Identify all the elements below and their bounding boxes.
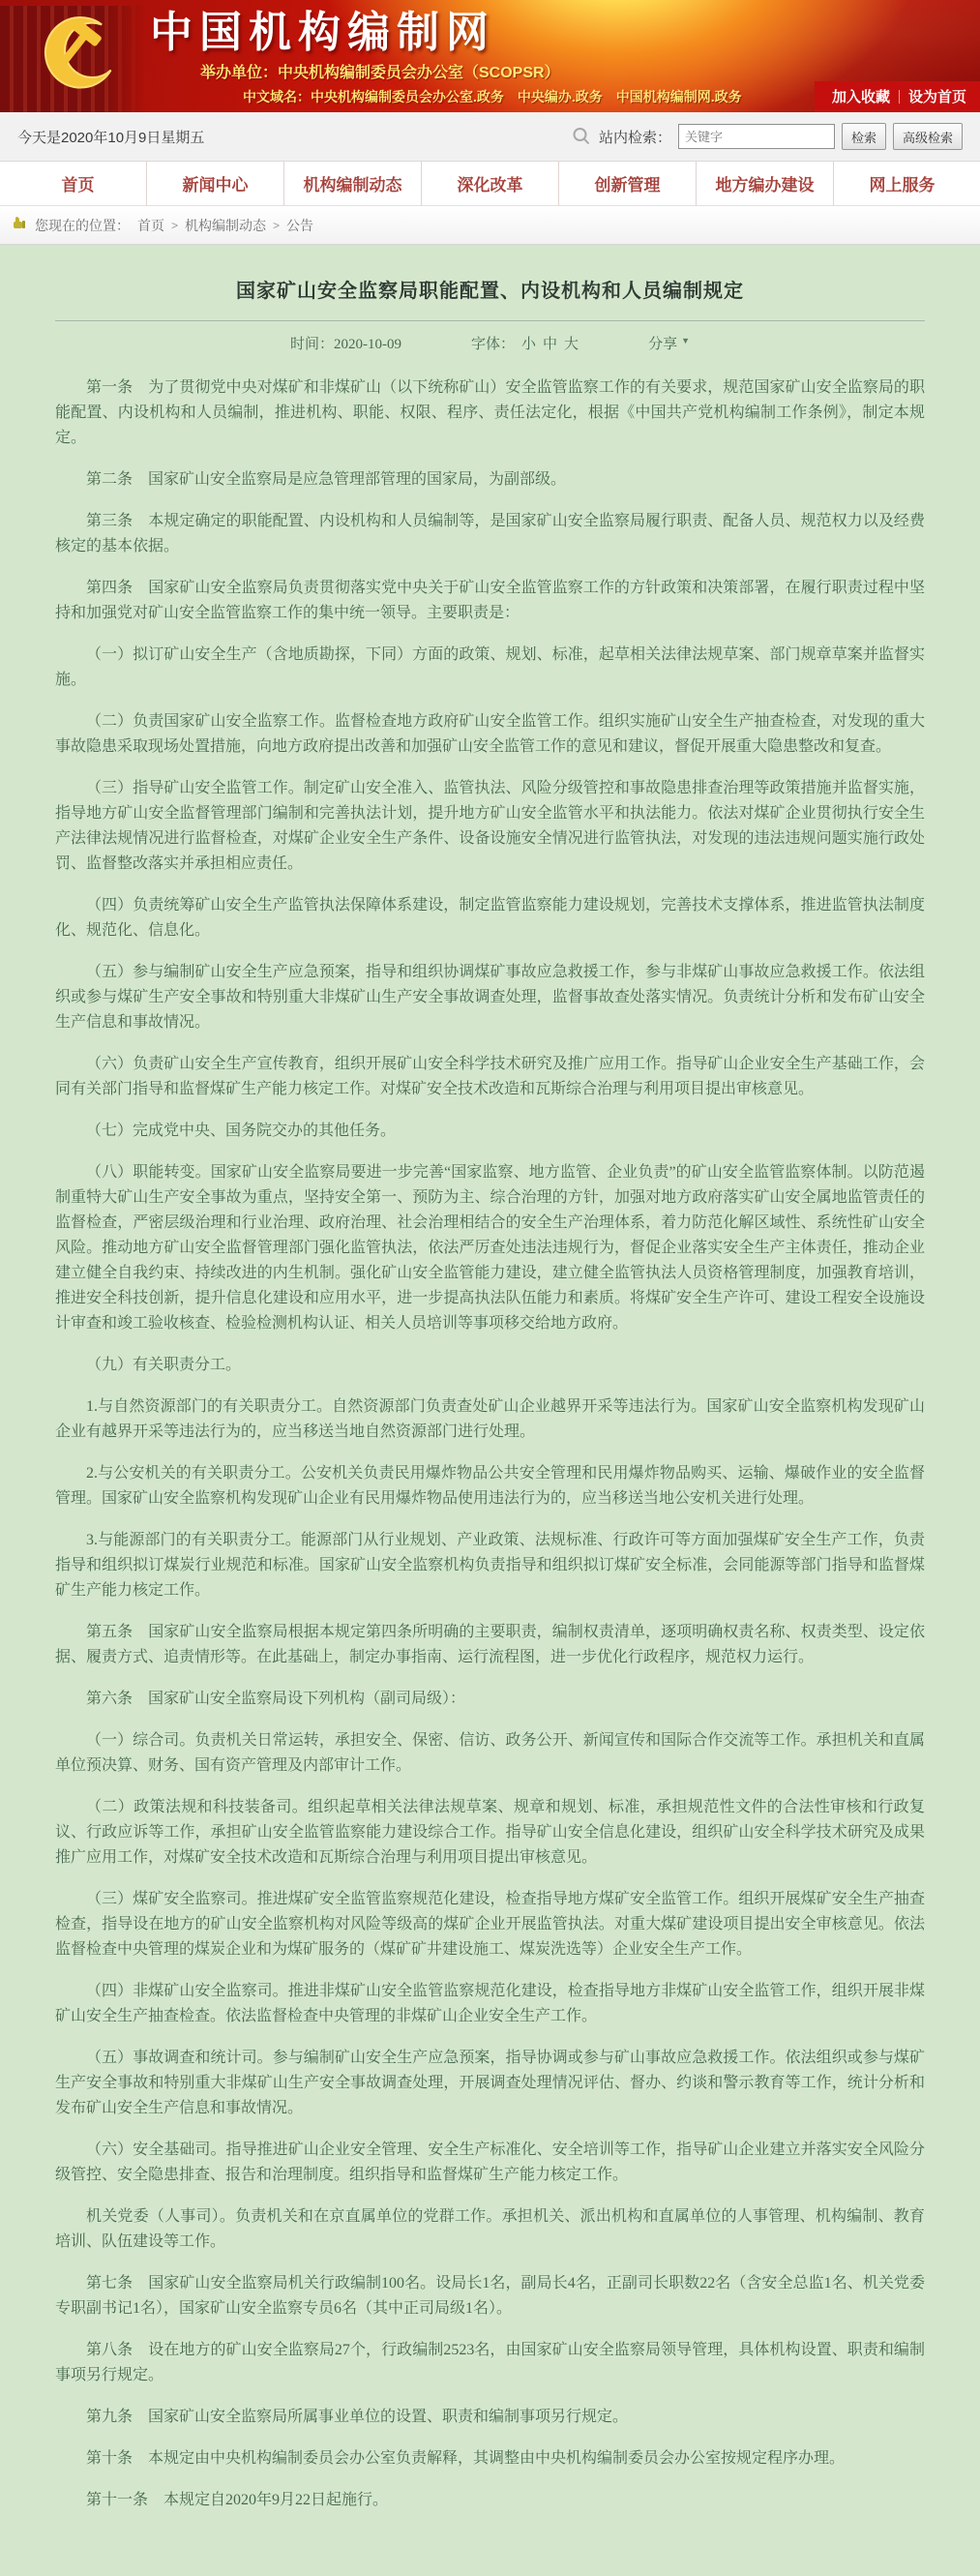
domain-line: 中文域名：中央机构编制委员会办公室.政务 中央编办.政务 中国机构编制网.政务 (243, 89, 742, 105)
article-paragraph: 第七条 国家矿山安全监察局机关行政编制100名。设局长1名，副局长4名，正副司长职数22名（含安全总监1名、机关党委专职副书记1名），国家矿山安全监察专员6名（其中正司局级1名）。 (55, 2275, 925, 2317)
set-homepage-link[interactable]: 设为首页 (907, 89, 966, 105)
article-paragraph: 机关党委（人事司）。负责机关和在京直属单位的党群工作。承担机关、派出机构和直属单位的人事管理、机构编制、教育培训、队伍建设等工作。 (55, 2208, 925, 2250)
share-button[interactable]: 分享 (648, 337, 678, 352)
article-paragraph: （五）事故调查和统计司。参与编制矿山安全生产应急预案，指导协调或参与矿山事故应急救援工作。依法组织或参与煤矿生产安全事故和特别重大非煤矿山生产安全事故调查处理，开展调查处理情况评估、督办、约谈和警示教育等工作，统计分析和发布矿山安全生产信息和事故情况。 (55, 2050, 925, 2116)
search-input[interactable] (678, 124, 835, 149)
nav-item[interactable]: 地方编办建设 (696, 162, 833, 205)
article-paragraph: （四）负责统筹矿山安全生产监管执法保障体系建设，制定监管监察能力建设规划，完善技术支撑体系，推进监管执法制度化、规范化、信息化。 (55, 897, 925, 939)
divider (899, 90, 900, 104)
article-paragraph: （四）非煤矿山安全监察司。推进非煤矿山安全监管监察规范化建设，检查指导地方非煤矿山安全监管工作，组织开展非煤矿山安全生产抽查检查。依法监督检查中央管理的非煤矿山企业安全生产工作。 (55, 1983, 925, 2024)
article-paragraph: 第九条 国家矿山安全监察局所属事业单位的设置、职责和编制事项另行规定。 (86, 2409, 629, 2425)
article-paragraph: 1.与自然资源部门的有关职责分工。自然资源部门负责查处矿山企业越界开采等违法行为。国家矿山安全监察机构发现矿山企业有越界开采等违法行为的，应当移送当地自然资源部门进行处理。 (55, 1398, 925, 1440)
article-paragraph: （二）政策法规和科技装备司。组织起草相关法律法规草案、规章和规划、标准，承担规范性文件的合法性审核和行政复议、行政应诉等工作，承担矿山安全监管监察能力建设综合工作。指导矿山安全信息化建设，组织矿山安全科学技术研究及成果推广应用工作，对煤矿安全技术改造和瓦斯综合治理与利用项目提出审核意见。 (55, 1799, 925, 1866)
article-paragraph: 第三条 本规定确定的职能配置、内设机构和人员编制等，是国家矿山安全监察局履行职责、配备人员、规范权力以及经费核定的基本依据。 (55, 513, 925, 554)
current-date: 今天是2020年10月9日星期五 (17, 129, 205, 146)
article-paragraph: 第五条 国家矿山安全监察局根据本规定第四条所明确的主要职责，编制权责清单，逐项明确权责名称、权责类型、设定依据、履责方式、追责情形等。在此基础上，制定办事指南、运行流程图，进一步优化行政程序，规范权力运行。 (55, 1624, 925, 1665)
font-size-medium[interactable]: 中 (543, 337, 558, 352)
site-search (571, 123, 963, 150)
title-divider (55, 320, 925, 321)
article-paragraph: （八）职能转变。国家矿山安全监察局要进一步完善“国家监察、地方监管、企业负责”的矿山安全监管监察体制。以防范遏制重特大矿山生产安全事故为重点，坚持安全第一、预防为主、综合治理的方针，加强对地方政府落实矿山安全属地监管责任的监督检查，严密层级治理和行业治理、政府治理、社会治理相结合的安全生产治理体系，着力防范化解区域性、系统性矿山安全风险。推动地方矿山安全监督管理部门强化监管执法，依法严厉查处违法违规行为，督促企业落实安全生产主体责任，推动企业建立健全自我约束、持续改进的内生机制。强化矿山安全监管能力建设，建立健全监管执法人员资格管理制度，加强教育培训，推进安全科技创新，提升信息化建设和应用水平，进一步提高执法队伍能力和素质。将煤矿安全生产许可、建设工程安全设施设计审查和竣工验收核查、检验检测机构认证、相关人员培训等事项移交给地方政府。 (55, 1164, 925, 1332)
share-caret-icon[interactable]: ▼ (681, 335, 690, 345)
article-paragraph: （一）综合司。负责机关日常运转，承担安全、保密、信访、政务公开、新闻宣传和国际合作交流等工作。承担机关和直属单位预决算、财务、国有资产管理及内部审计工作。 (55, 1732, 925, 1774)
article-paragraph: （七）完成党中央、国务院交办的其他任务。 (86, 1123, 397, 1139)
utility-bar (0, 112, 980, 162)
article-paragraph: 第一条 为了贯彻党中央对煤矿和非煤矿山（以下统称矿山）安全监管监察工作的有关要求，规范国家矿山安全监察局的职能配置、内设机构和人员编制，推进机构、职能、权限、程序、责任法定化，根据《中国共产党机构编制工作条例》，制定本规定。 (55, 379, 925, 446)
breadcrumb-item: 首页 > (137, 217, 179, 233)
site-banner (0, 0, 980, 112)
article-paragraph: 第十条 本规定由中央机构编制委员会办公室负责解释，其调整由中央机构编制委员会办公室按规定程序办理。 (86, 2450, 846, 2467)
nav-item[interactable]: 创新管理 (558, 162, 696, 205)
breadcrumb-separator: > (273, 218, 281, 232)
nav-item[interactable]: 机构编制动态 (283, 162, 421, 205)
breadcrumb-item: 公告 (286, 217, 314, 233)
breadcrumb-item: 机构编制动态 > (185, 217, 281, 233)
font-size-large[interactable]: 大 (564, 337, 579, 352)
breadcrumb-separator: > (171, 218, 179, 232)
site-title: 中国机构编制网 (150, 9, 495, 56)
article-paragraph: 2.与公安机关的有关职责分工。公安机关负责民用爆炸物品公共安全管理和民用爆炸物品购买、运输、爆破作业的安全监督管理。国家矿山安全监察机构发现矿山企业有民用爆炸物品使用违法行为的，应当移送当地公安机关进行处理。 (55, 1465, 925, 1507)
article-paragraph: （三）指导矿山安全监管工作。制定矿山安全准入、监管执法、风险分级管控和事故隐患排查治理等政策措施并监督实施，指导地方矿山安全监督管理部门编制和完善执法计划，提升地方矿山安全监管水平和执法能力。依法对煤矿企业贯彻执行安全生产法律法规情况进行监督检查，对煤矿企业安全生产条件、设备设施安全情况进行监管执法，对发现的违法违规问题实施行政处罚、监督整改落实并承担相应责任。 (55, 780, 925, 872)
site-search-label: 站内检索： (598, 129, 671, 146)
location-icon (12, 215, 27, 235)
article-title: 国家矿山安全监察局职能配置、内设机构和人员编制规定 (236, 281, 744, 302)
add-favorite-link[interactable]: 加入收藏 (831, 89, 890, 105)
nav-item[interactable]: 深化改革 (421, 162, 558, 205)
font-size-label: 字体： (471, 337, 516, 352)
article-body (0, 353, 980, 2576)
nav-item[interactable]: 网上服务 (833, 162, 970, 205)
font-size-small[interactable]: 小 (521, 337, 537, 352)
breadcrumb (0, 206, 980, 246)
nav-item[interactable]: 新闻中心 (146, 162, 283, 205)
article-paragraph: （二）负责国家矿山安全监察工作。监督检查地方政府矿山安全监管工作。组织实施矿山安全生产抽查检查，对发现的重大事故隐患采取现场处置措施，向地方政府提出改善和加强矿山安全监管工作的意见和建议，督促开展重大隐患整改和复查。 (55, 713, 925, 755)
article-paragraph: （六）负责矿山安全生产宣传教育，组织开展矿山安全科学技术研究及推广应用工作。指导矿山企业安全生产基础工作，会同有关部门指导和监督煤矿生产能力核定工作。对煤矿安全技术改造和瓦斯综合治理与利用项目提出审核意见。 (55, 1056, 925, 1097)
article-paragraph: （三）煤矿安全监察司。推进煤矿安全监管监察规范化建设，检查指导地方煤矿安全监管工作。组织开展煤矿安全生产抽查检查，指导设在地方的矿山安全监察机构对风险等级高的煤矿企业开展监管执法。对重大煤矿建设项目提出安全审核意见。依法监督检查中央管理的煤炭企业和为煤矿服务的（煤矿矿井建设施工、煤炭洗选等）企业安全生产工作。 (55, 1891, 925, 1958)
search-icon (571, 126, 592, 147)
article-page (0, 246, 980, 2576)
main-nav (0, 162, 980, 206)
article-paragraph: （六）安全基础司。指导推进矿山企业安全管理、安全生产标准化、安全培训等工作，指导矿山企业建立并落实安全风险分级管控、安全隐患排查、报告和治理制度。组织指导和监督煤矿生产能力核定工作。 (55, 2142, 925, 2183)
publish-date: 2020-10-09 (334, 337, 401, 352)
nav-item[interactable]: 首页 (61, 176, 95, 195)
time-label: 时间： (289, 337, 334, 352)
banner-quick-links (815, 81, 980, 112)
article-paragraph: （五）参与编制矿山安全生产应急预案，指导和组织协调煤矿事故应急救援工作，参与非煤矿山事故应急救援工作。依法组织或参与煤矿生产安全事故和特别重大非煤矿山生产安全事故调查处理，监督事故查处落实情况。负责统计分析和发布矿山安全生产信息和事故情况。 (55, 964, 925, 1031)
article-paragraph: 3.与能源部门的有关职责分工。能源部门从行业规划、产业政策、法规标准、行政许可等方面加强煤矿安全生产工作，负责指导和组织拟订煤炭行业规范和标准。国家矿山安全监察机构负责指导和组织拟订煤矿安全标准，会同能源等部门指导和监督煤矿生产能力核定工作。 (55, 1532, 925, 1599)
article-paragraph: （九）有关职责分工。 (86, 1357, 242, 1373)
breadcrumb-prefix: 您现在的位置： (35, 217, 130, 233)
article-paragraph: （一）拟订矿山安全生产（含地质勘探，下同）方面的政策、规划、标准，起草相关法律法规草案、部门规章草案并监督实施。 (55, 646, 925, 688)
article-paragraph: 第六条 国家矿山安全监察局设下列机构（副司局级）： (86, 1691, 466, 1707)
article-paragraph: 第十一条 本规定自2020年9月22日起施行。 (86, 2492, 389, 2508)
advanced-search-button[interactable]: 高级检索 (893, 123, 963, 150)
search-button[interactable]: 检索 (842, 123, 886, 150)
article-paragraph: 第四条 国家矿山安全监察局负责贯彻落实党中央关于矿山安全监管监察工作的方针政策和决策部署，在履行职责过程中坚持和加强党对矿山安全监管监察工作的集中统一领导。主要职责是： (55, 580, 925, 621)
article-paragraph: 第二条 国家矿山安全监察局是应急管理部管理的国家局，为副部级。 (86, 471, 567, 488)
article-paragraph: 第八条 设在地方的矿山安全监察局27个，行政编制2523名，由国家矿山安全监察局领导管理，具体机构设置、职责和编制事项另行规定。 (55, 2342, 925, 2383)
article-meta (0, 333, 980, 353)
organizer-line: 举办单位：中央机构编制委员会办公室（SCOPSR） (200, 65, 560, 82)
